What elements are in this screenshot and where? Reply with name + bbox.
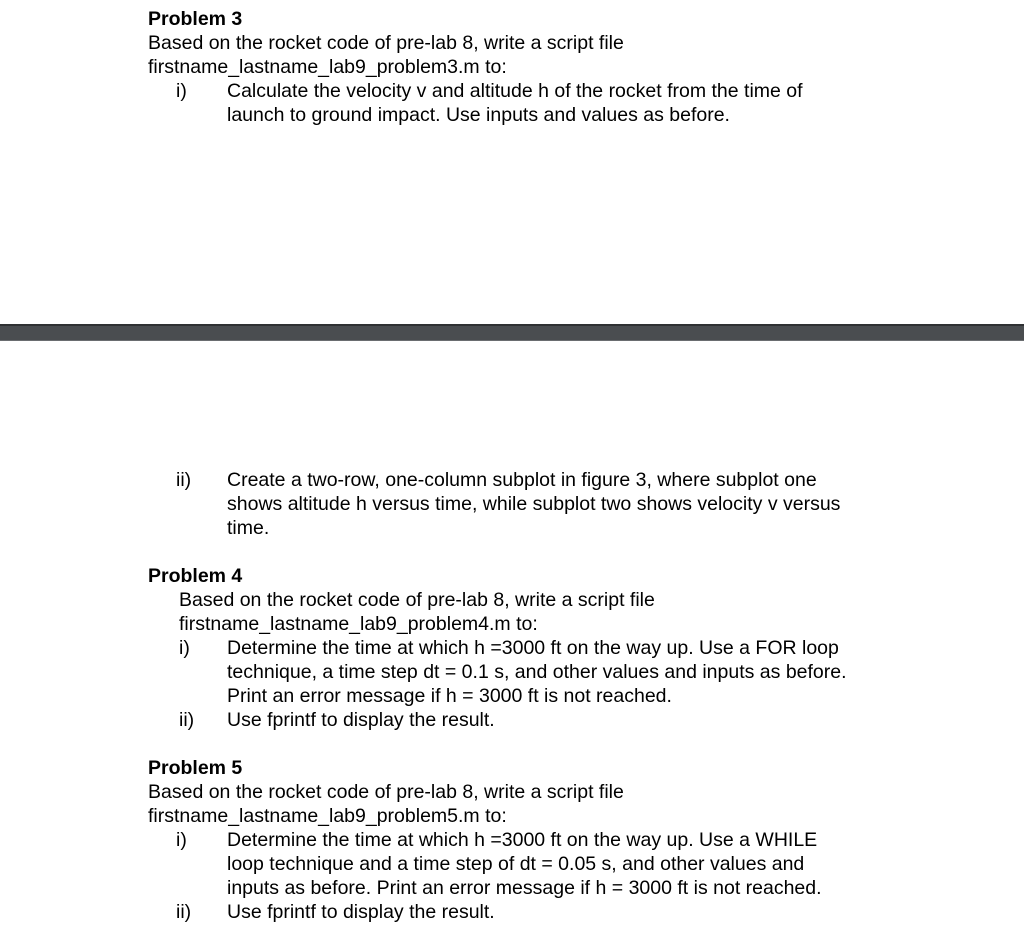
problem3-item-i-line1: Calculate the velocity v and altitude h of the rocket from the time of <box>227 80 803 102</box>
problem5-intro-line2: firstname_lastname_lab9_problem5.m to: <box>148 805 507 827</box>
problem5-item-i-number: i) <box>176 829 187 851</box>
problem4-item-i-number: i) <box>179 637 190 659</box>
problem3-item-ii-number: ii) <box>176 469 192 491</box>
problem3-item-ii-line3: time. <box>227 517 270 539</box>
problem5-item-i-line1: Determine the time at which h =3000 ft on the way up. Use a WHILE <box>227 829 818 851</box>
problem4-intro-line2: firstname_lastname_lab9_problem4.m to: <box>179 613 538 635</box>
problem5-item-i-line3: inputs as before. Print an error message if h = 3000 ft is not reached. <box>227 877 822 899</box>
problem4-item-ii-number: ii) <box>179 709 195 731</box>
problem3-item-ii-line1: Create a two-row, one-column subplot in figure 3, where subplot one <box>227 469 817 491</box>
problem4-item-i-line3: Print an error message if h = 3000 ft is not reached. <box>227 685 672 707</box>
page-break-divider <box>0 324 1024 341</box>
problem4-item-i-line1: Determine the time at which h =3000 ft on the way up. Use a FOR loop <box>227 637 839 659</box>
problem3-intro-line1: Based on the rocket code of pre-lab 8, write a script file <box>148 32 624 54</box>
problem4-item-i-line2: technique, a time step dt = 0.1 s, and other values and inputs as before. <box>227 661 847 683</box>
problem3-item-i-line2: launch to ground impact. Use inputs and values as before. <box>227 104 730 126</box>
problem5-item-i-line2: loop technique and a time step of dt = 0.05 s, and other values and <box>227 853 805 875</box>
problem4-heading: Problem 4 <box>148 565 243 587</box>
problem3-intro-line2: firstname_lastname_lab9_problem3.m to: <box>148 56 507 78</box>
problem4-intro-line1: Based on the rocket code of pre-lab 8, write a script file <box>179 589 655 611</box>
problem5-heading: Problem 5 <box>148 757 243 779</box>
problem4-item-ii-line1: Use fprintf to display the result. <box>227 709 495 731</box>
problem5-intro-line1: Based on the rocket code of pre-lab 8, write a script file <box>148 781 624 803</box>
problem3-heading: Problem 3 <box>148 8 243 30</box>
problem3-item-i-number: i) <box>176 80 187 102</box>
problem3-item-ii-line2: shows altitude h versus time, while subplot two shows velocity v versus <box>227 493 841 515</box>
problem5-item-ii-line1: Use fprintf to display the result. <box>227 901 495 923</box>
problem5-item-ii-number: ii) <box>176 901 192 923</box>
